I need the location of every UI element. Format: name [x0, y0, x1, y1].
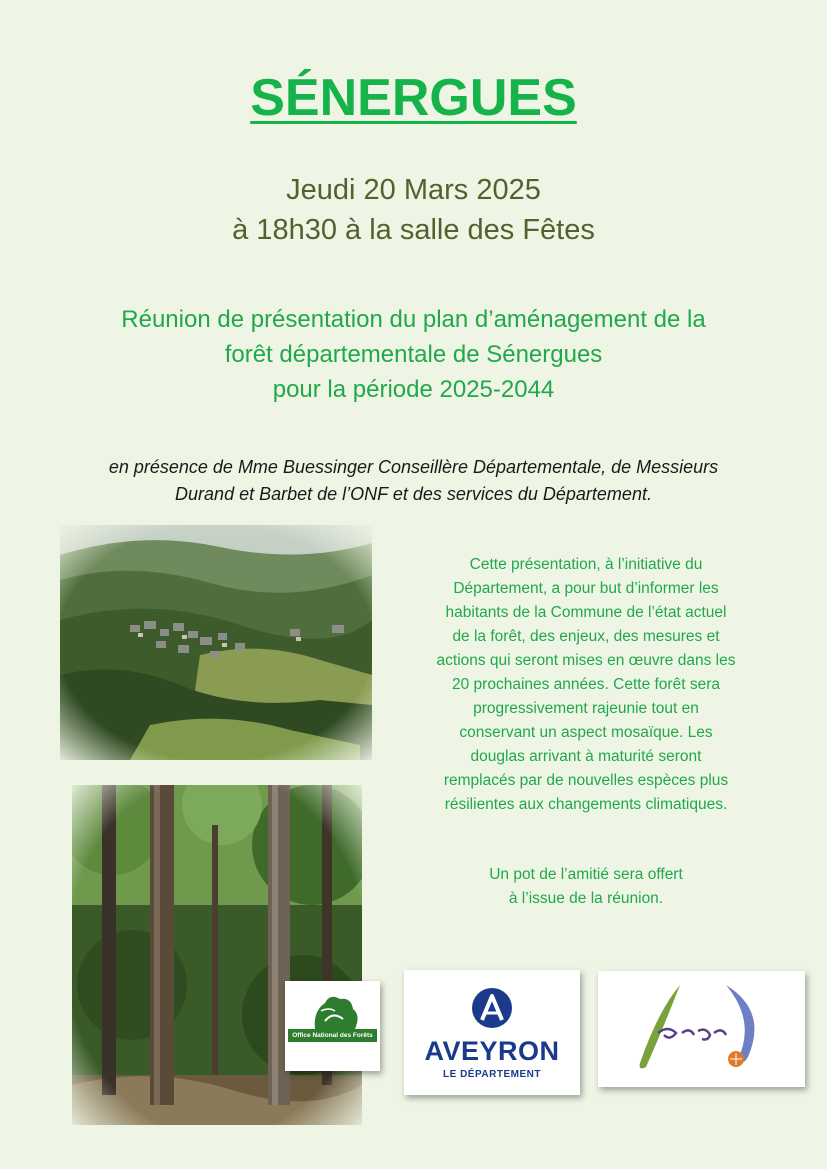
- description-line: Département, a pour but d’informer les: [453, 580, 719, 597]
- description-line: résilientes aux changements climatiques.: [444, 796, 728, 813]
- village-photo: [60, 525, 372, 760]
- forest-photo: [72, 785, 362, 1125]
- pot-line: Un pot de l’amitié sera offert: [489, 866, 683, 883]
- description-line: conservant un aspect mosaïque. Les: [459, 724, 713, 741]
- aveyron-logo-subtitle: LE DÉPARTEMENT: [443, 1069, 541, 1080]
- description-line: remplacés par de nouvelles espèces plus: [443, 772, 729, 789]
- senergues-logo: [598, 971, 805, 1087]
- aveyron-logo: [404, 970, 580, 1095]
- aveyron-logo-name: AVEYRON: [424, 1036, 560, 1066]
- presence-line: Durand et Barbet de l’ONF et des services du Département.: [175, 484, 652, 504]
- description-line: habitants de la Commune de l’état actuel: [445, 604, 727, 621]
- description-line: de la forêt, des enjeux, des mesures et: [452, 628, 720, 645]
- description-text: [410, 553, 762, 817]
- presence-note: [30, 454, 797, 508]
- page-title: [0, 68, 827, 128]
- pot-line: à l’issue de la réunion.: [508, 890, 664, 907]
- meeting-heading: [40, 302, 787, 407]
- description-line: progressivement rajeunie tout en: [473, 700, 699, 717]
- onf-logo-text: Office National des Forêts: [288, 1029, 377, 1042]
- description-line: Cette présentation, à l’initiative du: [469, 556, 703, 573]
- description-line: 20 prochaines années. Cette forêt sera: [452, 676, 720, 693]
- event-date: [0, 170, 827, 250]
- time-venue-line: à 18h30 à la salle des Fêtes: [232, 214, 595, 246]
- onf-logo: [285, 981, 380, 1071]
- title-text: SÉNERGUES: [250, 69, 577, 127]
- meeting-line: forêt départementale de Sénergues: [224, 341, 603, 368]
- meeting-line: Réunion de présentation du plan d’aménagement de la: [121, 306, 706, 333]
- description-line: actions qui seront mises en œuvre dans les: [436, 652, 736, 669]
- description-line: douglas arrivant à maturité seront: [470, 748, 702, 765]
- presence-line: en présence de Mme Buessinger Conseillère Départementale, de Messieurs: [108, 457, 719, 477]
- pot-invitation: [410, 863, 762, 911]
- meeting-line: pour la période 2025-2044: [272, 376, 555, 403]
- date-line: Jeudi 20 Mars 2025: [286, 174, 541, 206]
